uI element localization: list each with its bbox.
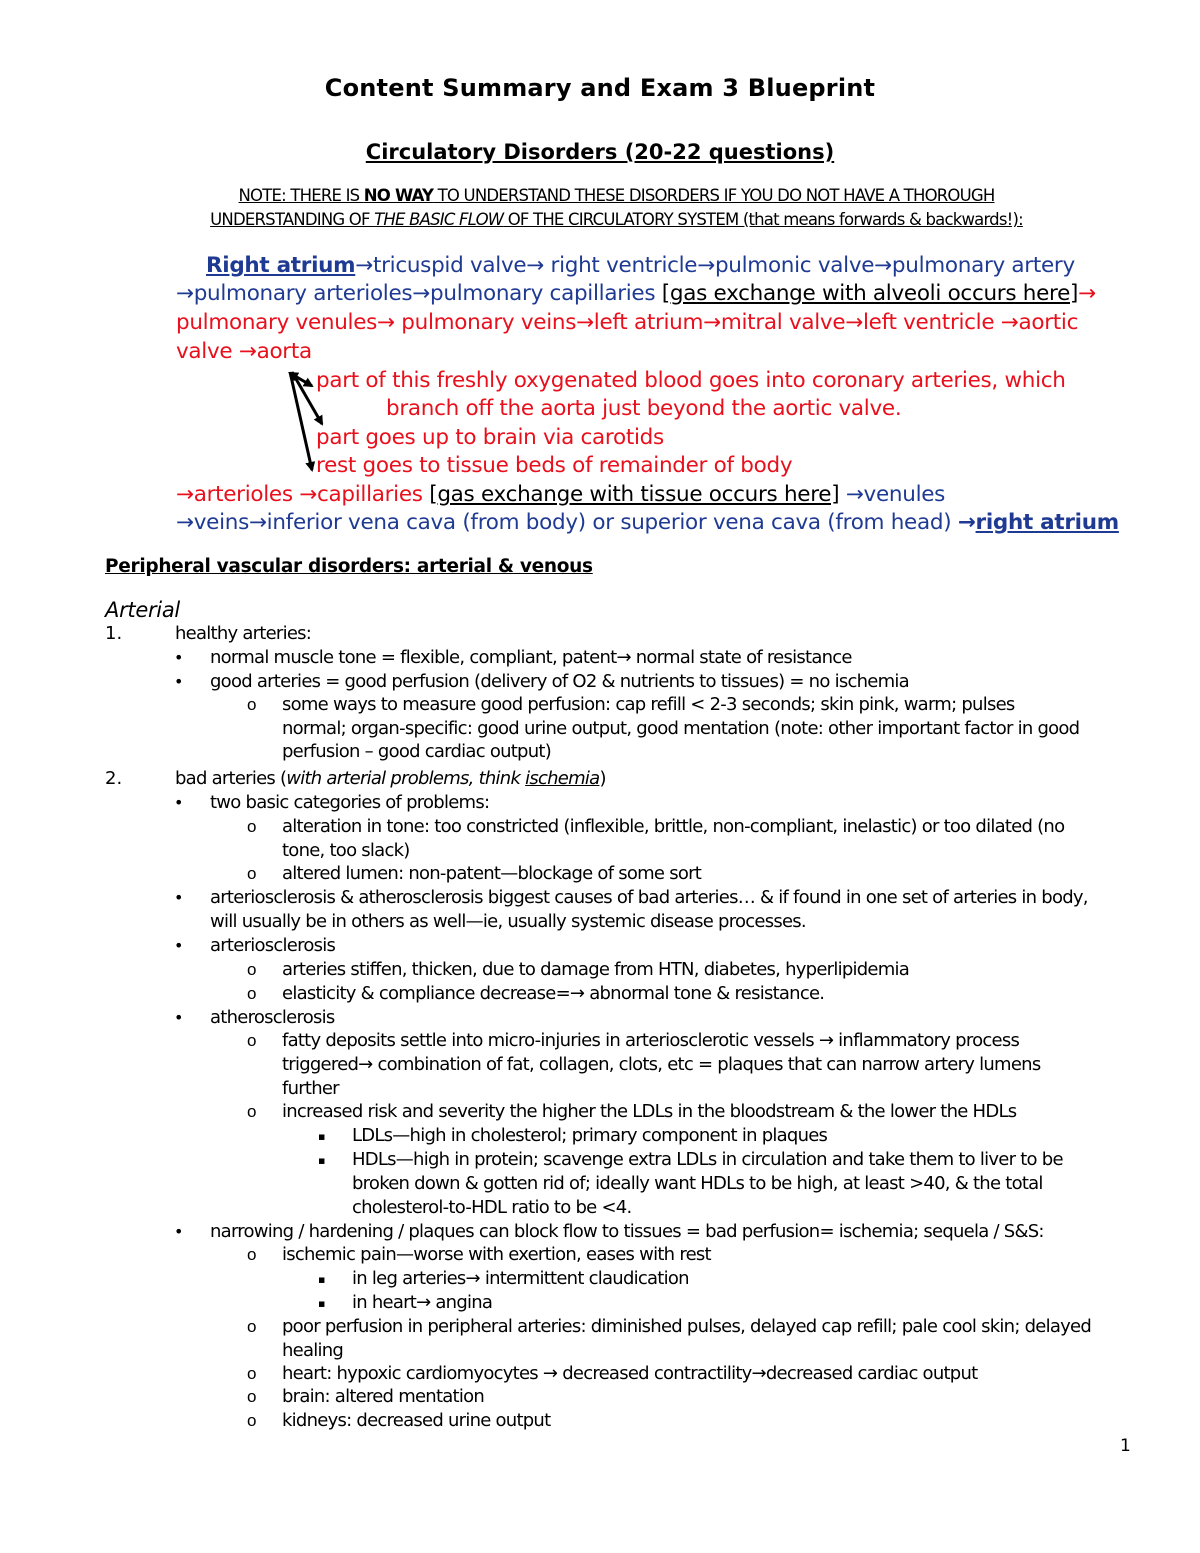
bullet-marker: • [174, 1008, 184, 1027]
list-item: narrowing / hardening / plaques can block flow to tissues = bad perfusion= ischemia; sequela / S&S: [210, 1221, 1044, 1242]
circle-marker: o [247, 960, 257, 979]
list-item: healthy arteries: [175, 623, 312, 644]
list-item: alteration in tone: too constricted (inflexible, brittle, non-compliant, inelastic) or too dilated (no [282, 816, 1065, 837]
bullet-marker: • [174, 672, 184, 691]
flow-line-6: branch off the aorta just beyond the aortic valve. [386, 396, 902, 421]
flow-line-5: part of this freshly oxygenated blood goes into coronary arteries, which [316, 368, 1066, 393]
bullet-marker: • [174, 793, 184, 812]
list-item: two basic categories of problems: [210, 792, 490, 813]
list-item: bad arteries (with arterial problems, think ischemia) [175, 768, 606, 789]
list-item-cont: further [282, 1078, 339, 1099]
list-item: in heart→ angina [352, 1292, 493, 1313]
list-item: LDLs—high in cholesterol; primary component in plaques [352, 1125, 828, 1146]
list-item: increased risk and severity the higher the LDLs in the bloodstream & the lower the HDLs [282, 1101, 1017, 1122]
list-number: 1. [105, 623, 123, 644]
circle-marker: o [247, 817, 257, 836]
circle-marker: o [247, 1364, 257, 1383]
page-title: Content Summary and Exam 3 Blueprint [324, 74, 876, 102]
list-item-cont: will usually be in others as well—ie, usually systemic disease processes. [210, 911, 806, 932]
list-item: arteries stiffen, thicken, due to damage from HTN, diabetes, hyperlipidemia [282, 959, 910, 980]
list-item: arteriosclerosis & atherosclerosis biggest causes of bad arteries… & if found in one set of arteries in body, [210, 887, 1088, 908]
circle-marker: o [247, 1317, 257, 1336]
list-item: HDLs—high in protein; scavenge extra LDLs in circulation and take them to liver to be [352, 1149, 1063, 1170]
circle-marker: o [247, 1245, 257, 1264]
list-item: arteriosclerosis [210, 935, 336, 956]
bullet-marker: • [174, 648, 184, 667]
circle-marker: o [247, 864, 257, 883]
list-item-cont: healing [282, 1340, 344, 1361]
arterial-heading: Arterial [105, 598, 180, 622]
flow-line-3: pulmonary venules→ pulmonary veins→left atrium→mitral valve→left ventricle →aortic [176, 310, 1079, 335]
circle-marker: o [247, 1102, 257, 1121]
circle-marker: o [247, 1031, 257, 1050]
flow-line-10: →veins→inferior vena cava (from body) or superior vena cava (from head) →right atrium [176, 510, 1119, 535]
bullet-marker: • [174, 936, 184, 955]
flow-line-1: Right atrium→tricuspid valve→ right ventricle→pulmonic valve→pulmonary artery [206, 253, 1075, 278]
square-marker: ▪ [318, 1273, 326, 1286]
list-item: ischemic pain—worse with exertion, eases with rest [282, 1244, 711, 1265]
bullet-marker: • [174, 888, 184, 907]
page-number: 1 [1120, 1436, 1131, 1456]
list-item: poor perfusion in peripheral arteries: diminished pulses, delayed cap refill; pale cool skin; delayed [282, 1316, 1092, 1337]
square-marker: ▪ [318, 1154, 326, 1167]
list-item: brain: altered mentation [282, 1386, 485, 1407]
list-item: normal muscle tone = flexible, compliant, patent→ normal state of resistance [210, 647, 852, 668]
list-item-cont: cholesterol-to-HDL ratio to be <4. [352, 1197, 632, 1218]
list-item: atherosclerosis [210, 1007, 335, 1028]
circle-marker: o [247, 1411, 257, 1430]
list-item: some ways to measure good perfusion: cap refill < 2-3 seconds; skin pink, warm; pulses [282, 694, 1015, 715]
square-marker: ▪ [318, 1297, 326, 1310]
list-item: good arteries = good perfusion (delivery of O2 & nutrients to tissues) = no ischemia [210, 671, 909, 692]
circle-marker: o [247, 1387, 257, 1406]
flow-line-8: rest goes to tissue beds of remainder of body [316, 453, 793, 478]
list-item: altered lumen: non-patent—blockage of some sort [282, 863, 702, 884]
list-item: elasticity & compliance decrease=→ abnormal tone & resistance. [282, 983, 825, 1004]
list-item-cont: perfusion – good cardiac output) [282, 741, 551, 762]
list-item-cont: tone, too slack) [282, 840, 410, 861]
flow-line-7: part goes up to brain via carotids [316, 425, 664, 450]
note-line-2: UNDERSTANDING OF THE BASIC FLOW OF THE CIRCULATORY SYSTEM (that means forwards & backwards!): [210, 210, 1023, 229]
section-subtitle: Circulatory Disorders (20-22 questions) [365, 140, 835, 164]
list-item-cont: normal; organ-specific: good urine output, good mentation (note: other important factor in good [282, 718, 1080, 739]
circle-marker: o [247, 695, 257, 714]
list-item: fatty deposits settle into micro-injuries in arteriosclerotic vessels → inflammatory process [282, 1030, 1020, 1051]
flow-line-9: →arterioles →capillaries [gas exchange with tissue occurs here] →venules [176, 482, 946, 507]
list-item: kidneys: decreased urine output [282, 1410, 551, 1431]
flow-line-2: →pulmonary arterioles→pulmonary capillaries [gas exchange with alveoli occurs here]→ [176, 281, 1096, 306]
list-item-cont: broken down & gotten rid of; ideally want HDLs to be high, at least >40, & the total [352, 1173, 1043, 1194]
list-item: heart: hypoxic cardiomyocytes → decreased contractility→decreased cardiac output [282, 1363, 978, 1384]
bullet-marker: • [174, 1222, 184, 1241]
note-line-1: NOTE: THERE IS NO WAY TO UNDERSTAND THESE DISORDERS IF YOU DO NOT HAVE A THOROUGH [238, 186, 995, 205]
circle-marker: o [247, 984, 257, 1003]
square-marker: ▪ [318, 1130, 326, 1143]
flow-line-4: valve →aorta [176, 339, 312, 364]
section-heading: Peripheral vascular disorders: arterial & venous [105, 556, 593, 577]
list-item: in leg arteries→ intermittent claudication [352, 1268, 689, 1289]
list-item-cont: triggered→ combination of fat, collagen, clots, etc = plaques that can narrow artery lumens [282, 1054, 1041, 1075]
list-number: 2. [105, 768, 123, 789]
